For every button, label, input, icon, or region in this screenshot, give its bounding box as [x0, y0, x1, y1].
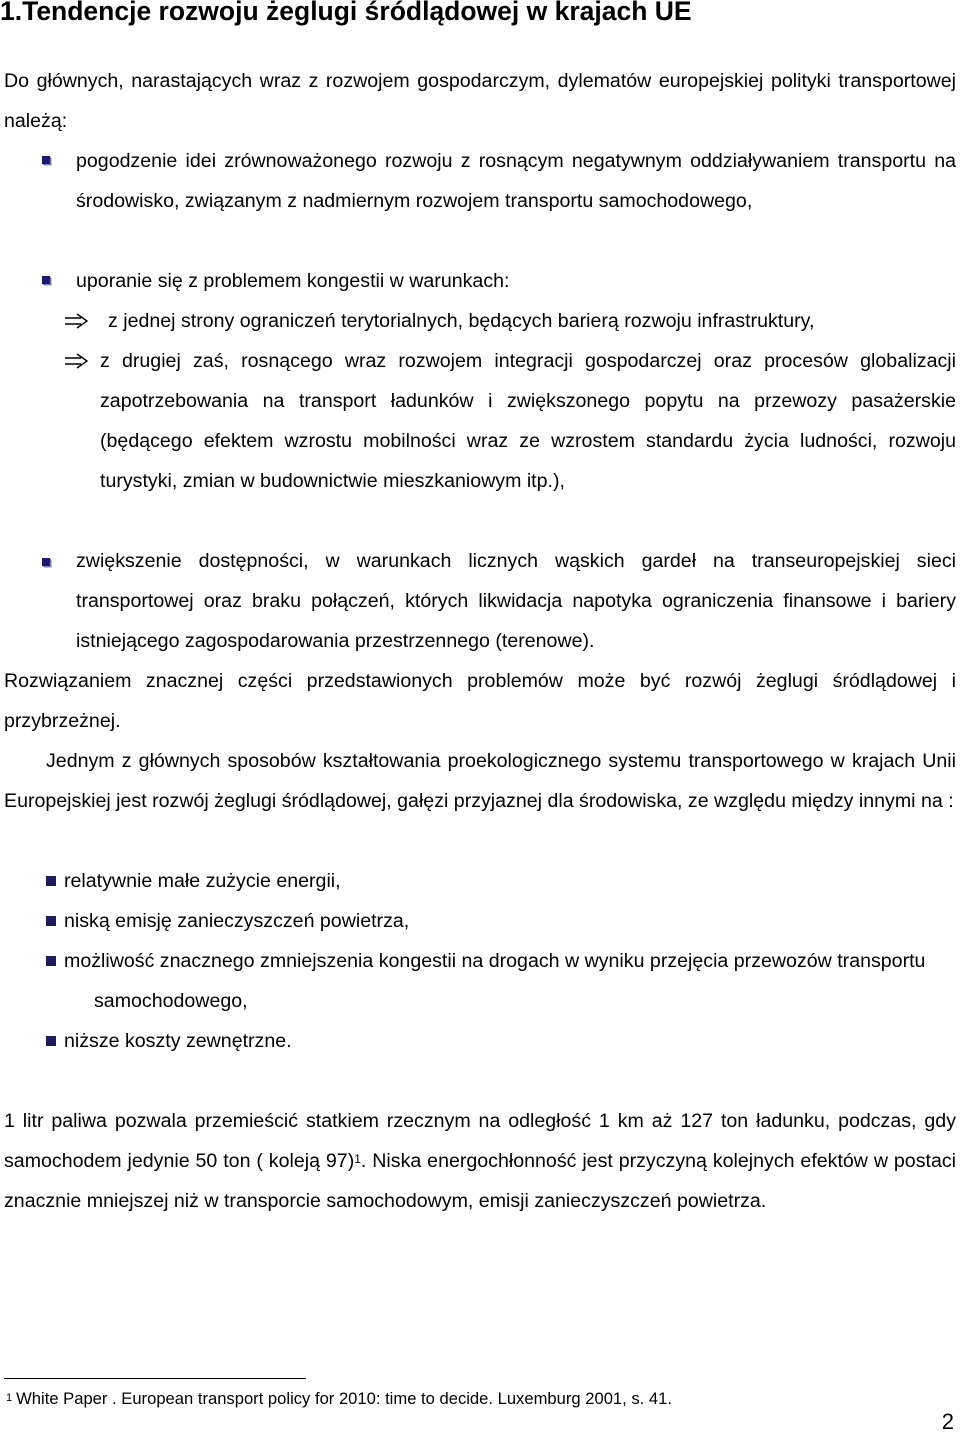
footnote-number: 1	[6, 1392, 13, 1404]
advantage-item: niższe koszty zewnętrzne.	[64, 1030, 292, 1052]
solution-paragraph: Rozwiązaniem znacznej części przedstawionych problemów może być rozwój żeglugi śródlądowej i przybrzeżnej.	[4, 670, 956, 732]
advantage-text: możliwość znacznego zmniejszenia kongestii na drogach w wyniku przejęcia przewozów transportu samochodowego,	[64, 950, 926, 1012]
advantage-item: niską emisję zanieczyszczeń powietrza,	[64, 910, 410, 932]
square-bullet-icon	[46, 876, 56, 886]
footnote-reference[interactable]: 1	[354, 1152, 361, 1166]
square-bullet-icon	[46, 956, 56, 966]
footnote-text: White Paper . European transport policy for 2010: time to decide. Luxemburg 2001, s. 41.	[16, 1389, 672, 1408]
square-bullet-icon	[42, 276, 50, 284]
bullet-item: pogodzenie idei zrównoważonego rozwoju z rosnącym negatywnym oddziaływaniem transportu na środowisko, związanym z nadmiernym rozwojem transportu samochodowego,	[76, 150, 956, 212]
double-arrow-icon	[64, 352, 90, 370]
square-bullet-icon	[42, 558, 50, 566]
footnote	[6, 1386, 672, 1412]
square-bullet-icon	[42, 156, 50, 164]
square-bullet-icon	[46, 1036, 56, 1046]
advantage-item	[64, 941, 960, 1021]
fuel-paragraph	[4, 1101, 956, 1221]
page-number: 2	[941, 1409, 954, 1434]
advantage-item: relatywnie małe zużycie energii,	[64, 870, 341, 892]
fuel-text-start: 1 litr paliwa pozwala przemieścić statkiem rzecznym na odległość 1 km aż 127 ton ładunku, podczas, gdy samochodem jedynie 50 ton ( koleją 97)	[4, 1110, 956, 1172]
footnote-separator	[4, 1378, 306, 1379]
main-paragraph: Jednym z głównych sposobów kształtowania proekologicznego systemu transportowego w krajach Unii Europejskiej jest rozwój żeglugi śródlądowej, gałęzi przyjaznej dla środowiska, ze względu między innymi na :	[4, 750, 956, 812]
double-arrow-icon	[64, 312, 90, 330]
bullet-item: uporanie się z problemem kongestii w warunkach:	[76, 270, 510, 292]
sub-item: z drugiej zaś, rosnącego wraz rozwojem integracji gospodarczej oraz procesów globalizacji zapotrzebowania na transport ładunków i zwiększonego popytu na przewozy pasażerskie (będącego efektem wzrostu mobilności wraz ze wzrostem standardu życia ludności, rozwoju turystyki, zmian w budownictwie mieszkaniowym itp.),	[100, 350, 956, 492]
sub-item: z jednej strony ograniczeń terytorialnych, będących barierą rozwoju infrastruktury,	[108, 310, 815, 332]
intro-paragraph: Do głównych, narastających wraz z rozwojem gospodarczym, dylematów europejskiej polityki transportowej należą:	[4, 70, 956, 132]
bullet-item: zwiększenie dostępności, w warunkach licznych wąskich gardeł na transeuropejskiej sieci transportowej oraz braku połączeń, których likwidacja napotyka ograniczenia finansowe i bariery istniejącego zagospodarowania przestrzennego (terenowe).	[76, 550, 956, 652]
square-bullet-icon	[46, 916, 56, 926]
page-title: 1.Tendencje rozwoju żeglugi śródlądowej w krajach UE	[0, 0, 692, 26]
fuel-text-end: . Niska energochłonność jest przyczyną kolejnych efektów w postaci znacznie mniejszej niż w transporcie samochodowym, emisji zanieczyszczeń powietrza.	[4, 1150, 956, 1212]
